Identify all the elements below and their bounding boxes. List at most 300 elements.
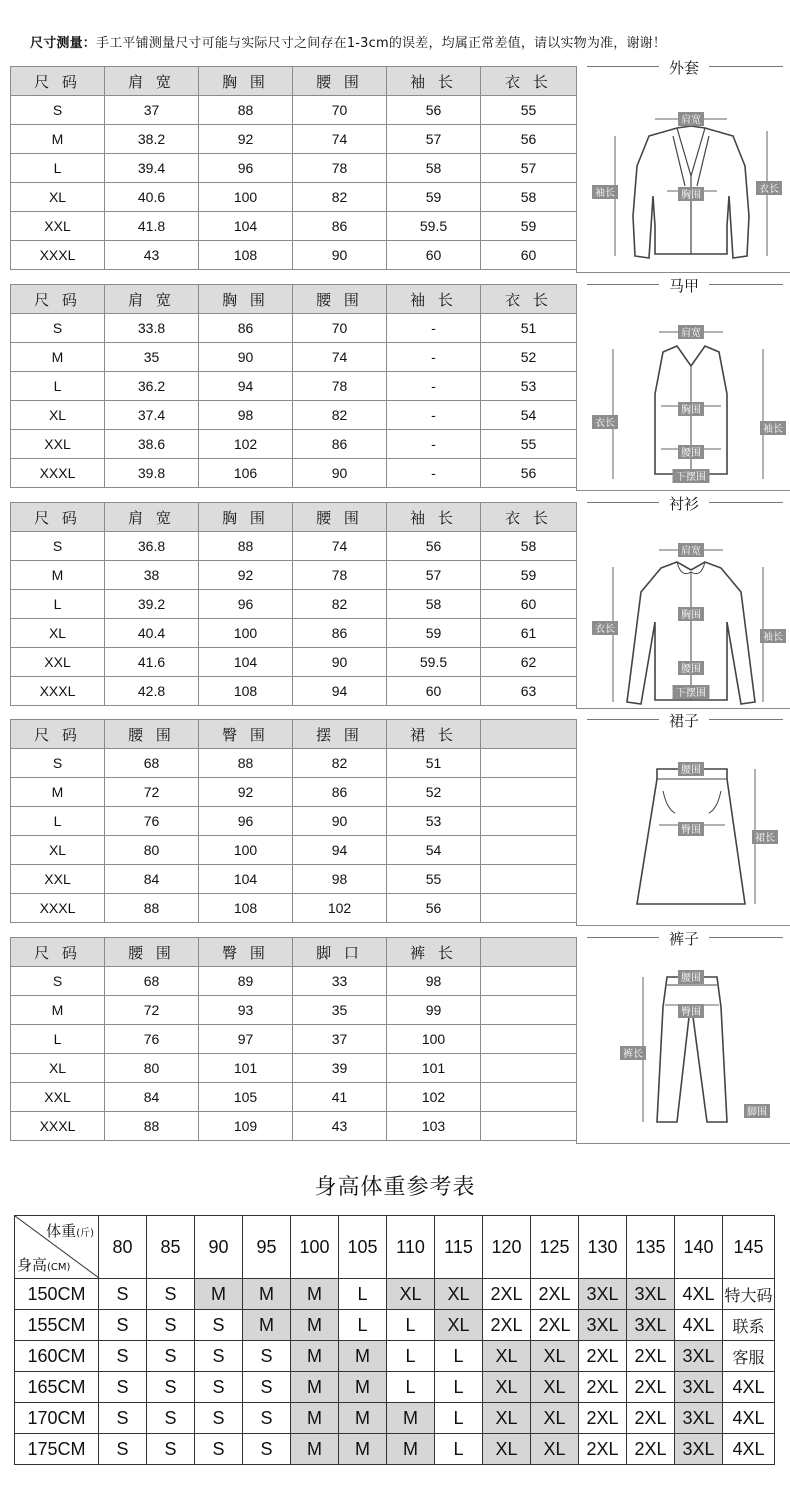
table-cell: 61 [481, 619, 577, 648]
size-cell: 2XL [531, 1310, 579, 1341]
header-cell: 尺 码 [11, 503, 105, 532]
size-cell: S [243, 1403, 291, 1434]
table-cell: S [11, 532, 105, 561]
header-cell: 裙 长 [387, 720, 481, 749]
table-cell: 80 [105, 836, 199, 865]
table-row [11, 561, 577, 590]
table-cell: 37 [293, 1025, 387, 1054]
header-cell: 衣 长 [481, 67, 577, 96]
table-row [11, 343, 577, 372]
table-cell: 108 [199, 677, 293, 706]
table-cell: 68 [105, 967, 199, 996]
table-cell: XXXL [11, 677, 105, 706]
size-table [10, 937, 577, 1141]
size-cell: XL [483, 1403, 531, 1434]
size-cell: 2XL [483, 1279, 531, 1310]
reference-row [15, 1372, 775, 1403]
size-cell: 2XL [531, 1279, 579, 1310]
table-cell: 54 [481, 401, 577, 430]
height-axis-label [17, 1254, 70, 1275]
table-cell: - [387, 372, 481, 401]
table-cell: 82 [293, 183, 387, 212]
table-cell: 90 [293, 648, 387, 677]
table-cell: 54 [387, 836, 481, 865]
table-cell: 36.2 [105, 372, 199, 401]
table-cell: 56 [481, 125, 577, 154]
table-cell: 53 [481, 372, 577, 401]
table-cell: XXL [11, 865, 105, 894]
size-cell: 3XL [675, 1403, 723, 1434]
table-cell: 104 [199, 648, 293, 677]
size-cell: 2XL [579, 1372, 627, 1403]
table-cell: 58 [481, 183, 577, 212]
size-cell: S [147, 1310, 195, 1341]
table-cell: 98 [293, 865, 387, 894]
size-section [10, 495, 790, 708]
note-label: 尺寸测量： [30, 36, 97, 51]
table-cell: 33.8 [105, 314, 199, 343]
table-cell: L [11, 154, 105, 183]
size-cell: S [147, 1372, 195, 1403]
weight-header: 140 [675, 1216, 723, 1279]
table-cell: 38.2 [105, 125, 199, 154]
table-cell: 94 [293, 836, 387, 865]
measure-tag [678, 325, 704, 339]
header-cell: 衣 长 [481, 503, 577, 532]
table-cell: 41.6 [105, 648, 199, 677]
height-weight-table [14, 1215, 775, 1465]
svg-text:臀围: 臀围 [681, 1007, 701, 1018]
table-cell: 84 [105, 1083, 199, 1112]
size-cell: L [435, 1341, 483, 1372]
measure-tag [673, 469, 710, 483]
size-cell: S [243, 1434, 291, 1465]
size-cell: 联系 [723, 1310, 775, 1341]
height-cell: 160CM [15, 1341, 99, 1372]
size-section [10, 712, 790, 925]
table-cell: M [11, 125, 105, 154]
table-row [11, 532, 577, 561]
reference-row [15, 1279, 775, 1310]
table-cell: L [11, 372, 105, 401]
size-cell: M [339, 1372, 387, 1403]
svg-text:衣长: 衣长 [759, 184, 779, 195]
table-cell: 70 [293, 96, 387, 125]
table-cell: 88 [105, 894, 199, 923]
header-cell: 尺 码 [11, 285, 105, 314]
svg-text:胸围: 胸围 [681, 405, 701, 416]
measure-tag [592, 185, 618, 199]
weight-header: 95 [243, 1216, 291, 1279]
size-cell: S [195, 1434, 243, 1465]
svg-text:肩宽: 肩宽 [681, 546, 701, 557]
table-cell: 86 [293, 778, 387, 807]
table-cell: 40.4 [105, 619, 199, 648]
table-cell: 92 [199, 778, 293, 807]
header-cell: 臀 围 [199, 720, 293, 749]
table-cell: 100 [199, 183, 293, 212]
table-cell: M [11, 778, 105, 807]
weight-label: 体重 [46, 1222, 77, 1240]
table-cell: XL [11, 401, 105, 430]
size-cell: S [243, 1372, 291, 1403]
size-cell: XL [483, 1372, 531, 1403]
table-row [11, 96, 577, 125]
table-cell: 36.8 [105, 532, 199, 561]
size-table [10, 719, 577, 923]
size-cell: 4XL [675, 1310, 723, 1341]
table-cell: 43 [105, 241, 199, 270]
table-cell: - [387, 343, 481, 372]
header-cell: 腰 围 [105, 720, 199, 749]
reference-row [15, 1403, 775, 1434]
svg-text:臀围: 臀围 [681, 825, 701, 836]
size-cell: M [243, 1279, 291, 1310]
table-cell: XXXL [11, 1112, 105, 1141]
table-cell: 63 [481, 677, 577, 706]
garment-sketch [577, 76, 790, 272]
header-cell: 衣 长 [481, 285, 577, 314]
size-cell: M [291, 1310, 339, 1341]
size-cell: L [339, 1310, 387, 1341]
table-cell: 106 [199, 459, 293, 488]
table-cell: 42.8 [105, 677, 199, 706]
size-cell: M [339, 1434, 387, 1465]
table-cell: 43 [293, 1112, 387, 1141]
size-cell: 3XL [675, 1341, 723, 1372]
table-cell: - [387, 430, 481, 459]
table-cell: M [11, 343, 105, 372]
header-cell: 肩 宽 [105, 285, 199, 314]
table-cell: 53 [387, 807, 481, 836]
header-cell [481, 720, 577, 749]
table-cell: 52 [387, 778, 481, 807]
header-cell: 腰 围 [293, 285, 387, 314]
size-cell: L [435, 1403, 483, 1434]
size-cell: S [243, 1341, 291, 1372]
table-cell: 58 [387, 590, 481, 619]
height-cell: 175CM [15, 1434, 99, 1465]
table-cell: 90 [293, 459, 387, 488]
table-cell [481, 865, 577, 894]
table-row [11, 212, 577, 241]
size-section [10, 930, 790, 1143]
header-cell: 臀 围 [199, 938, 293, 967]
table-cell [481, 749, 577, 778]
svg-text:腰围: 腰围 [681, 765, 701, 776]
table-row [11, 836, 577, 865]
size-cell: S [195, 1403, 243, 1434]
table-cell: 58 [481, 532, 577, 561]
table-cell: 51 [481, 314, 577, 343]
header-cell: 腰 围 [293, 503, 387, 532]
table-cell: 88 [199, 532, 293, 561]
size-cell: 4XL [723, 1434, 775, 1465]
table-cell: L [11, 590, 105, 619]
table-cell: 56 [387, 96, 481, 125]
table-cell: 82 [293, 590, 387, 619]
table-cell: XL [11, 836, 105, 865]
table-cell [481, 807, 577, 836]
table-row [11, 677, 577, 706]
size-cell: S [195, 1341, 243, 1372]
table-cell: 59 [387, 183, 481, 212]
table-cell: 98 [387, 967, 481, 996]
table-cell: XXXL [11, 241, 105, 270]
table-cell: 108 [199, 241, 293, 270]
height-cell: 165CM [15, 1372, 99, 1403]
table-cell: 55 [481, 430, 577, 459]
table-cell [481, 836, 577, 865]
weight-unit: (斤) [76, 1228, 94, 1239]
height-cell: 155CM [15, 1310, 99, 1341]
table-cell: 39.8 [105, 459, 199, 488]
weight-header: 125 [531, 1216, 579, 1279]
size-cell: 4XL [723, 1403, 775, 1434]
table-cell: 62 [481, 648, 577, 677]
size-cell: S [195, 1372, 243, 1403]
size-cell: S [99, 1341, 147, 1372]
size-cell: L [435, 1372, 483, 1403]
table-row [11, 1112, 577, 1141]
weight-axis-label [46, 1220, 94, 1241]
size-cell: 2XL [627, 1341, 675, 1372]
table-cell: 37 [105, 96, 199, 125]
table-cell: XL [11, 183, 105, 212]
table-row [11, 967, 577, 996]
size-section [10, 277, 790, 490]
table-cell: 56 [387, 894, 481, 923]
table-cell: 92 [199, 561, 293, 590]
table-row [11, 1025, 577, 1054]
header-cell: 摆 围 [293, 720, 387, 749]
header-cell: 尺 码 [11, 720, 105, 749]
size-cell: XL [531, 1372, 579, 1403]
header-cell: 尺 码 [11, 67, 105, 96]
table-cell: 104 [199, 212, 293, 241]
svg-text:袖长: 袖长 [763, 424, 783, 435]
size-cell: 2XL [627, 1434, 675, 1465]
measure-tag [678, 445, 704, 459]
size-table-header [11, 67, 577, 96]
table-row [11, 241, 577, 270]
table-cell: S [11, 314, 105, 343]
table-cell: XXXL [11, 459, 105, 488]
header-cell: 肩 宽 [105, 503, 199, 532]
size-cell: M [339, 1341, 387, 1372]
table-cell [481, 967, 577, 996]
table-cell: 100 [199, 836, 293, 865]
table-cell: 86 [293, 212, 387, 241]
weight-header: 110 [387, 1216, 435, 1279]
size-table [10, 502, 577, 706]
table-cell: 78 [293, 372, 387, 401]
table-row [11, 1054, 577, 1083]
table-cell: 72 [105, 996, 199, 1025]
size-cell: XL [483, 1341, 531, 1372]
header-cell: 胸 围 [199, 67, 293, 96]
size-table-header [11, 720, 577, 749]
table-cell: 102 [387, 1083, 481, 1112]
header-cell: 肩 宽 [105, 67, 199, 96]
table-cell: 102 [199, 430, 293, 459]
garment-diagram [576, 930, 790, 1144]
weight-header: 115 [435, 1216, 483, 1279]
size-cell: M [291, 1403, 339, 1434]
table-row [11, 619, 577, 648]
weight-header: 85 [147, 1216, 195, 1279]
garment-title: 外套 [659, 59, 709, 77]
garment-title: 马甲 [659, 277, 709, 295]
svg-text:袖长: 袖长 [595, 188, 615, 199]
size-cell: L [387, 1341, 435, 1372]
table-cell: 59.5 [387, 212, 481, 241]
size-cell: L [435, 1434, 483, 1465]
garment-sketch [577, 729, 790, 925]
size-cell: S [147, 1434, 195, 1465]
table-row [11, 154, 577, 183]
measure-tag [678, 402, 704, 416]
size-cell: XL [531, 1403, 579, 1434]
size-cell: M [291, 1372, 339, 1403]
size-cell: S [99, 1403, 147, 1434]
garment-diagram [576, 277, 790, 491]
table-cell: 72 [105, 778, 199, 807]
size-table [10, 284, 577, 488]
svg-text:腰围: 腰围 [681, 448, 701, 459]
table-cell: 102 [293, 894, 387, 923]
table-cell: 76 [105, 1025, 199, 1054]
size-cell: 3XL [627, 1310, 675, 1341]
size-cell: XL [483, 1434, 531, 1465]
table-row [11, 996, 577, 1025]
weight-header: 145 [723, 1216, 775, 1279]
table-cell: 88 [199, 749, 293, 778]
reference-row [15, 1434, 775, 1465]
svg-text:下摆围: 下摆围 [676, 688, 706, 699]
table-cell: S [11, 967, 105, 996]
table-cell: 86 [199, 314, 293, 343]
table-cell: 96 [199, 154, 293, 183]
size-cell: 2XL [483, 1310, 531, 1341]
weight-header: 130 [579, 1216, 627, 1279]
header-cell: 腰 围 [105, 938, 199, 967]
header-cell: 袖 长 [387, 503, 481, 532]
size-cell: L [387, 1372, 435, 1403]
measure-tag [678, 543, 704, 557]
table-cell: 78 [293, 561, 387, 590]
table-cell [481, 778, 577, 807]
table-cell: 90 [199, 343, 293, 372]
height-unit: (CM) [47, 1262, 71, 1273]
weight-header: 100 [291, 1216, 339, 1279]
measure-tag [752, 830, 778, 844]
size-cell: 客服 [723, 1341, 775, 1372]
svg-text:腰围: 腰围 [681, 664, 701, 675]
corner-cell [15, 1216, 99, 1279]
table-cell: 41 [293, 1083, 387, 1112]
size-cell: 3XL [627, 1279, 675, 1310]
size-table-header [11, 503, 577, 532]
size-section [10, 59, 790, 272]
height-cell: 150CM [15, 1279, 99, 1310]
table-cell: 100 [387, 1025, 481, 1054]
table-cell: 38.6 [105, 430, 199, 459]
table-cell: 35 [105, 343, 199, 372]
table-cell: - [387, 314, 481, 343]
garment-title: 裙子 [659, 712, 709, 730]
size-cell: 特大码 [723, 1279, 775, 1310]
svg-text:脚围: 脚围 [747, 1107, 767, 1118]
table-cell: 60 [481, 241, 577, 270]
table-cell: 108 [199, 894, 293, 923]
svg-text:裤长: 裤长 [623, 1049, 643, 1060]
table-cell: 38 [105, 561, 199, 590]
table-row [11, 125, 577, 154]
size-cell: M [387, 1434, 435, 1465]
measure-tag [678, 970, 704, 984]
measure-tag [592, 415, 618, 429]
table-cell: 98 [199, 401, 293, 430]
table-row [11, 648, 577, 677]
table-cell [481, 1083, 577, 1112]
garment-title: 裤子 [659, 930, 709, 948]
height-label: 身高 [17, 1256, 48, 1274]
table-cell: 84 [105, 865, 199, 894]
header-cell: 裤 长 [387, 938, 481, 967]
table-cell: 82 [293, 401, 387, 430]
size-table-header [11, 285, 577, 314]
table-cell: XXL [11, 1083, 105, 1112]
header-cell [481, 938, 577, 967]
size-cell: 3XL [579, 1310, 627, 1341]
table-row [11, 459, 577, 488]
reference-header-row [15, 1216, 775, 1279]
table-cell: 59.5 [387, 648, 481, 677]
table-cell [481, 996, 577, 1025]
table-cell: M [11, 561, 105, 590]
header-cell: 腰 围 [293, 67, 387, 96]
table-cell: 51 [387, 749, 481, 778]
table-cell: 60 [481, 590, 577, 619]
table-cell: 76 [105, 807, 199, 836]
table-cell: 94 [199, 372, 293, 401]
garment-title: 衬衫 [659, 495, 709, 513]
table-row [11, 749, 577, 778]
svg-text:裙长: 裙长 [755, 833, 775, 844]
table-row [11, 401, 577, 430]
size-cell: M [291, 1341, 339, 1372]
measure-tag [678, 187, 704, 201]
table-cell: 78 [293, 154, 387, 183]
weight-header: 105 [339, 1216, 387, 1279]
table-cell: 104 [199, 865, 293, 894]
size-cell: S [147, 1403, 195, 1434]
reference-row [15, 1341, 775, 1372]
table-cell: 96 [199, 590, 293, 619]
table-cell [481, 1112, 577, 1141]
table-row [11, 430, 577, 459]
measure-tag [760, 629, 786, 643]
table-row [11, 1083, 577, 1112]
table-row [11, 865, 577, 894]
weight-header: 120 [483, 1216, 531, 1279]
table-cell: 56 [387, 532, 481, 561]
table-cell: 103 [387, 1112, 481, 1141]
garment-sketch [577, 512, 790, 708]
garment-diagram [576, 495, 790, 709]
height-cell: 170CM [15, 1403, 99, 1434]
